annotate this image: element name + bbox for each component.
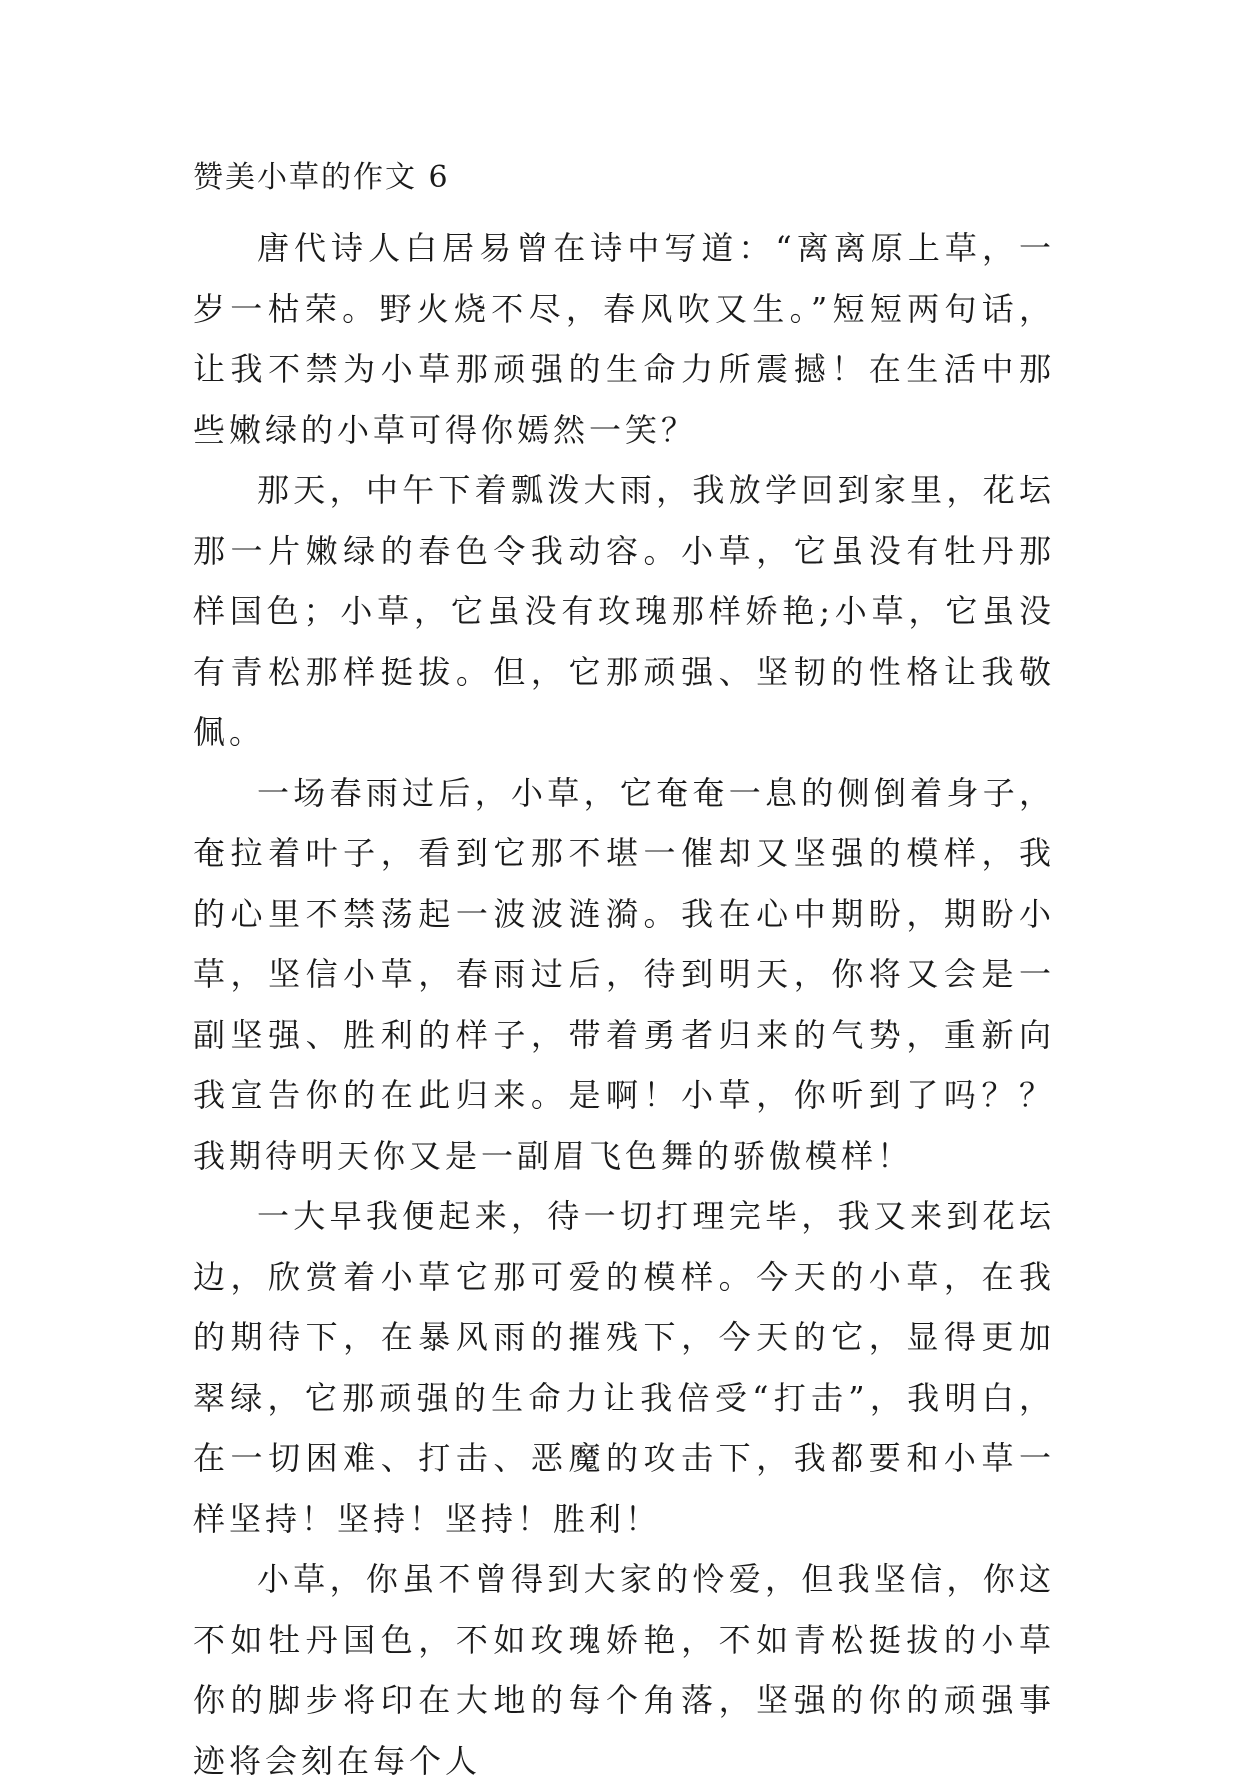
document-title: 赞美小草的作文 6 <box>193 160 450 195</box>
document-page <box>193 158 1055 1791</box>
paragraph-2: 那天，中午下着瓢泼大雨，我放学回到家里，花坛那一片嫩绿的春色令我动容。小草，它虽没有牡丹那样国色；小草，它虽没有玫瑰那样娇艳;小草，它虽没有青松那样挺拔。但，它那顽强、坚韧的性格让我敬佩。 <box>193 471 1055 751</box>
paragraph-4: 一大早我便起来，待一切打理完毕，我又来到花坛边，欣赏着小草它那可爱的模样。今天的小草，在我的期待下，在暴风雨的摧残下，今天的它，显得更加翠绿，它那顽强的生命力让我倍受“打击”，我明白，在一切困难、打击、恶魔的攻击下，我都要和小草一样坚持！坚持！坚持！胜利！ <box>193 1197 1055 1538</box>
paragraph-3: 一场春雨过后，小草，它奄奄一息的侧倒着身子，奄拉着叶子，看到它那不堪一催却又坚强的模样，我的心里不禁荡起一波波涟漪。我在心中期盼，期盼小草，坚信小草，春雨过后，待到明天，你将又会是一副坚强、胜利的样子，带着勇者归来的气势，重新向我宣告你的在此归来。是啊！小草，你听到了吗？？我期待明天你又是一副眉飞色舞的骄傲模样！ <box>193 773 1055 1175</box>
paragraph-5: 小草，你虽不曾得到大家的怜爱，但我坚信，你这不如牡丹国色，不如玫瑰娇艳，不如青松挺拔的小草你的脚步将印在大地的每个角落，坚强的你的顽强事迹将会刻在每个人 <box>193 1560 1055 1780</box>
paragraph-1: 唐代诗人白居易曾在诗中写道：“离离原上草，一岁一枯荣。野火烧不尽，春风吹又生。”短短两句话，让我不禁为小草那顽强的生命力所震撼！在生活中那些嫩绿的小草可得你嫣然一笑？ <box>193 229 1055 449</box>
